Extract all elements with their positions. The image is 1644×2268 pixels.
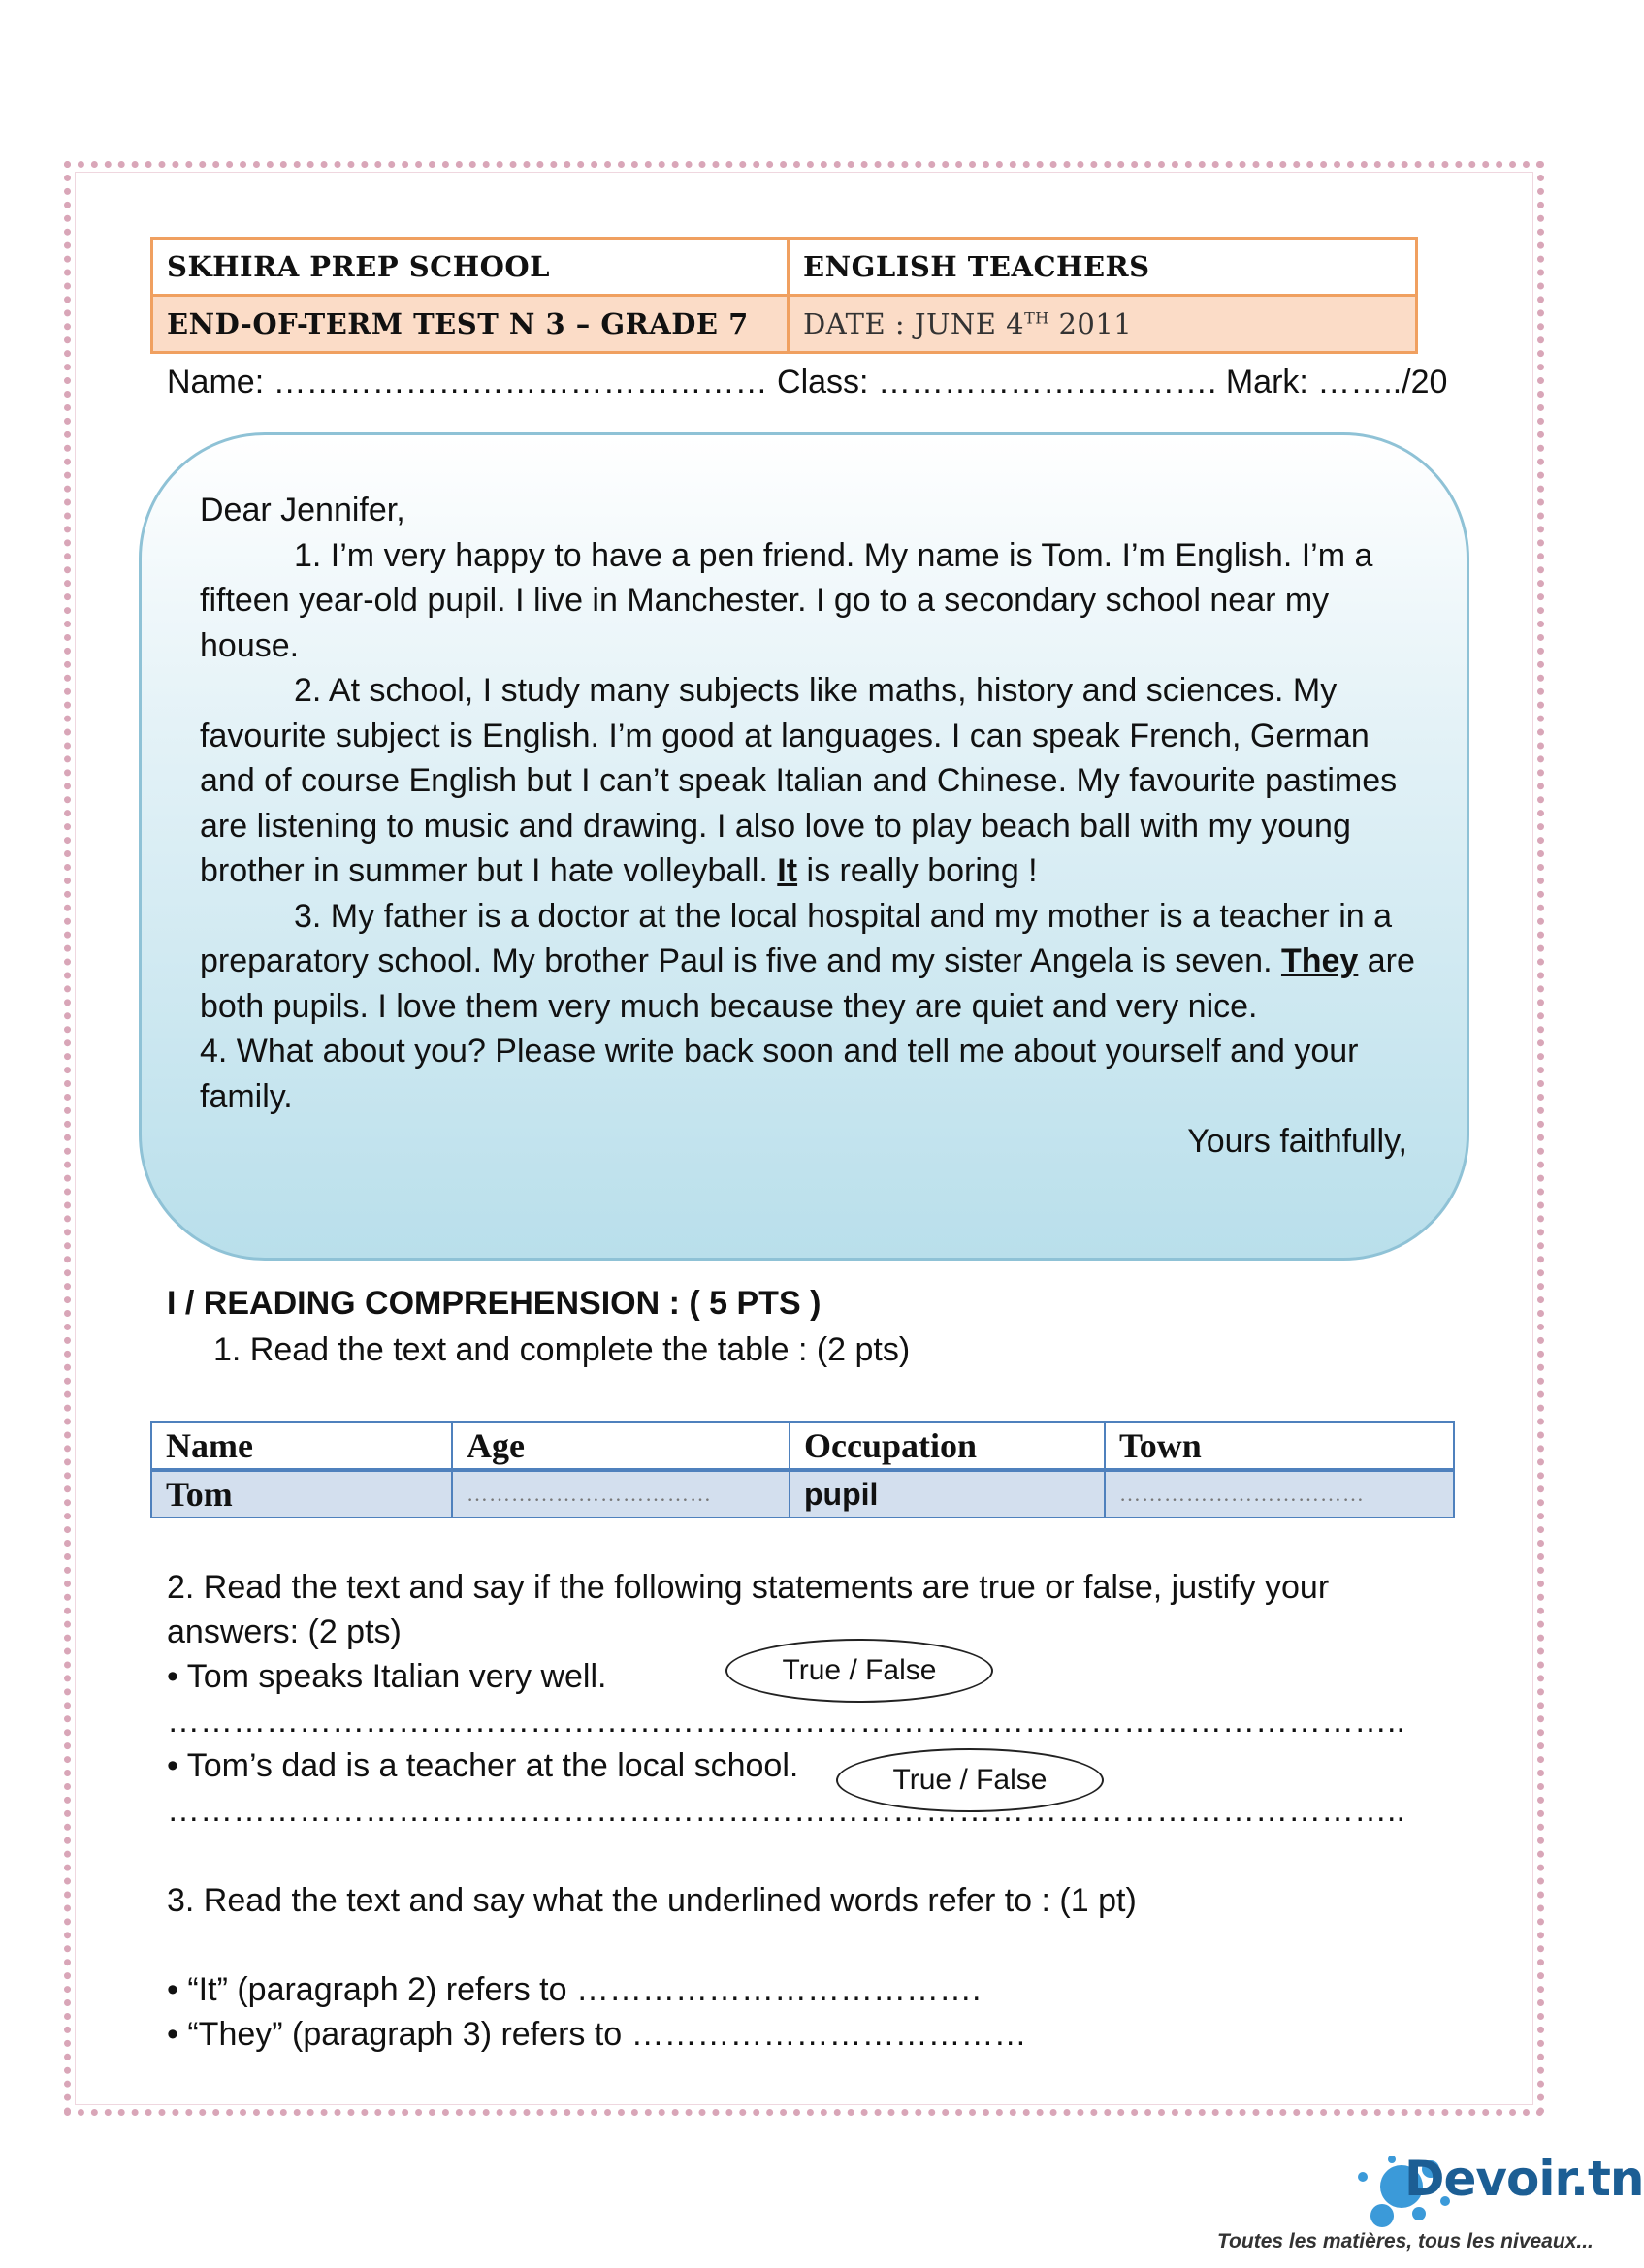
date-year: 2011 — [1058, 307, 1133, 340]
letter-text — [200, 488, 1422, 1165]
question-3: 3. Read the text and say what the underlined words refer to : (1 pt) — [167, 1882, 1137, 1919]
student-info-line: Name: ……………………………………… Class: …………………………. Mark: ……../20 — [167, 364, 1448, 400]
cell-age-blank[interactable]: …………………………… — [452, 1470, 790, 1517]
question-3-they[interactable]: • “They” (paragraph 3) refers to ……………………………… — [167, 2016, 1027, 2053]
date-prefix: DATE : JUNE 4 — [803, 307, 1025, 340]
test-title: END-OF-TERM TEST N 3 – GRADE 7 — [152, 296, 789, 353]
section-title: I / READING COMPREHENSION : ( 5 PTS ) — [167, 1285, 822, 1322]
true-false-oval-1[interactable]: True / False — [725, 1639, 993, 1703]
question-3-it[interactable]: • “It” (paragraph 2) refers to ………………………………. — [167, 1971, 982, 2008]
paragraph-2-end: is really boring ! — [797, 852, 1038, 889]
logo-tagline: Toutes les matières, tous les niveaux... — [1217, 2230, 1594, 2252]
paragraph-1: 1. I’m very happy to have a pen friend. My name is Tom. I’m English. I’m a fifteen year-old pupil. I live in Manchester. I go to a secondary school near my house. — [200, 536, 1373, 664]
paragraph-3-text: 3. My father is a doctor at the local hospital and my mother is a teacher in a preparatory school. My brother Paul is five and my sister Angela is seven. — [200, 897, 1393, 979]
question-2-line-2: answers: (2 pts) — [167, 1613, 402, 1650]
date-suffix: TH — [1024, 308, 1049, 328]
school-name: SKHIRA PREP SCHOOL — [152, 239, 789, 296]
header-table — [150, 237, 1418, 354]
paragraph-3-end: are both pupils. I love them very much because they are quiet and very nice. — [200, 942, 1415, 1025]
question-1: 1. Read the text and complete the table : (2 pts) — [213, 1331, 911, 1368]
paragraph-4: 4. What about you? Please write back soon and tell me about yourself and your family. — [200, 1033, 1359, 1115]
cell-town-blank[interactable]: …………………………… — [1105, 1470, 1454, 1517]
col-header-age: Age — [452, 1422, 790, 1470]
cell-occupation: pupil — [790, 1470, 1105, 1517]
paragraph-3 — [200, 894, 1422, 1030]
true-false-oval-2[interactable]: True / False — [836, 1748, 1104, 1812]
cell-name: Tom — [151, 1470, 452, 1517]
table-row — [151, 1470, 1454, 1517]
question-2-line-1: 2. Read the text and say if the following statements are true or false, justify your — [167, 1569, 1330, 1606]
col-header-name: Name — [151, 1422, 452, 1470]
col-header-town: Town — [1105, 1422, 1454, 1470]
statement-2: • Tom’s dad is a teacher at the local school. — [167, 1747, 799, 1784]
underlined-it: It — [777, 852, 798, 889]
statement-1: • Tom speaks Italian very well. — [167, 1658, 607, 1695]
letter-greeting: Dear Jennifer, — [200, 492, 405, 528]
answer-line-2[interactable]: ………………………………………………………………………………………………….. — [167, 1792, 1405, 1829]
logo-wordmark: Devoir.tn — [1404, 2151, 1644, 2207]
paragraph-2 — [200, 668, 1422, 894]
paragraph-2-text: 2. At school, I study many subjects like maths, history and sciences. My favourite subject is English. I’m good at languages. I can speak French, German and of course English but I can’t speak Italian and Chinese. My favourite pastimes are listening to music and drawing. I also love to play beach ball with my young brother in summer but I hate volleyball. — [200, 672, 1398, 889]
test-date — [789, 296, 1417, 353]
letter-closing: Yours faithfully, — [1187, 1123, 1407, 1160]
col-header-occupation: Occupation — [790, 1422, 1105, 1470]
underlined-they: They — [1280, 942, 1359, 979]
answer-line-1[interactable]: ………………………………………………………………………………………………….. — [167, 1703, 1405, 1740]
teachers-label: ENGLISH TEACHERS — [789, 239, 1417, 296]
answer-table — [150, 1421, 1455, 1518]
